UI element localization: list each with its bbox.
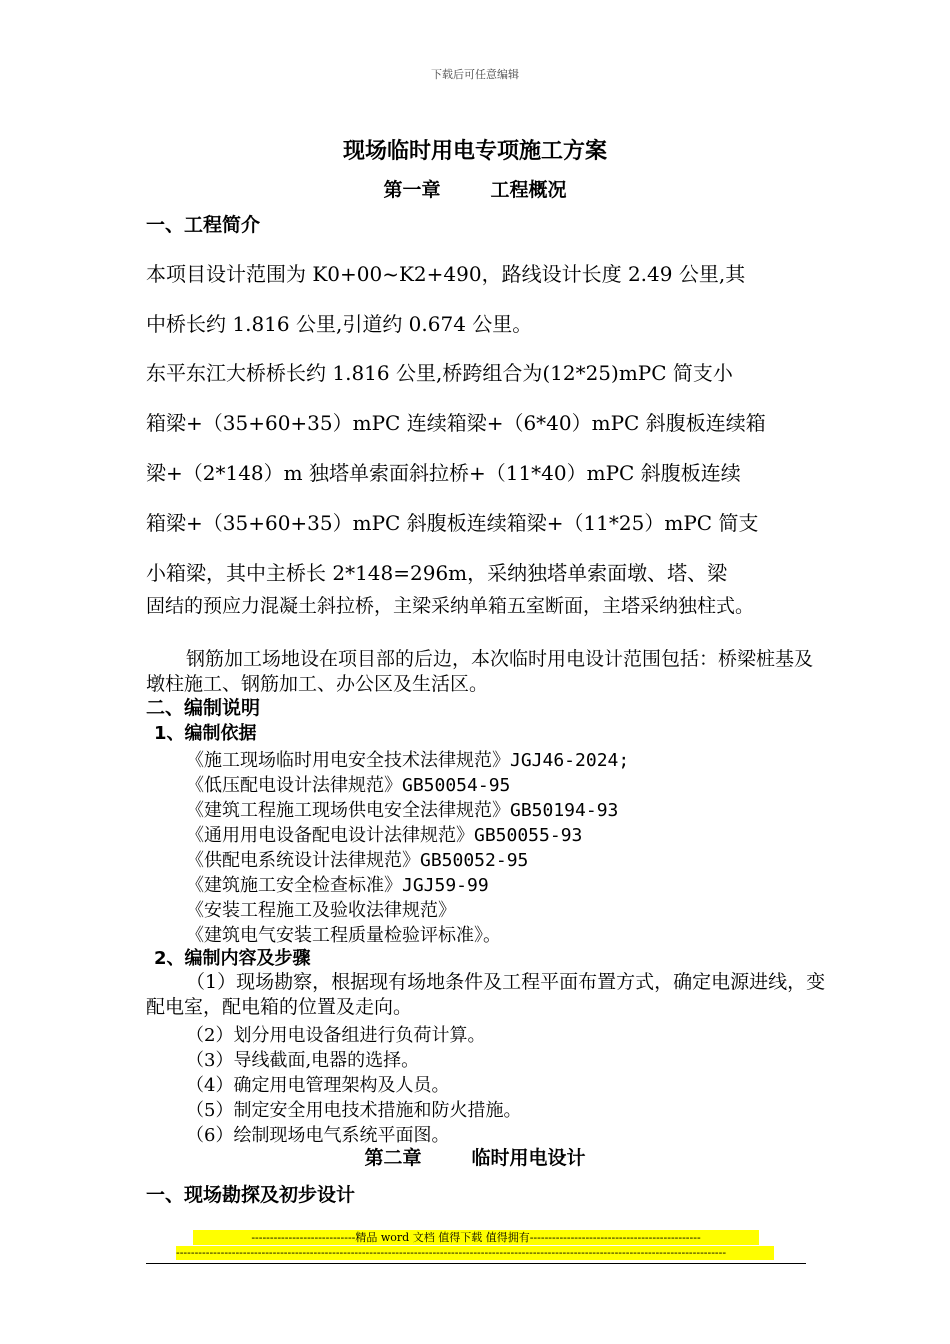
reference-item: 《供配电系统设计法律规范》GB50052-95 [186, 850, 529, 871]
intro-line: 东平东江大桥桥长约 1.816 公里,桥跨组合为(12*25)mPC 简支小 [146, 361, 733, 385]
reference-item: 《建筑电气安装工程质量检验评标准》。 [186, 925, 501, 946]
step-item: （1）现场勘察，根据现有场地条件及工程平面布置方式，确定电源进线，变配电室，配电箱的位置及走向。 [146, 971, 826, 1018]
intro-line: 梁+（2*148）m 独塔单索面斜拉桥+（11*40）mPC 斜腹板连续 [146, 461, 741, 485]
reference-item: 《建筑工程施工现场供电安全法律规范》GB50194-93 [186, 800, 619, 821]
footer-rule [146, 1263, 806, 1264]
document-title: 现场临时用电专项施工方案 [342, 139, 607, 164]
reference-item: 《通用用电设备配电设计法律规范》GB50055-93 [186, 825, 583, 846]
header-note: 下载后可任意编辑 [431, 68, 519, 81]
step-item: （5）制定安全用电技术措施和防火措施。 [186, 1100, 522, 1121]
section-compilation-heading: 二、编制说明 [146, 697, 261, 719]
step-item: （6）绘制现场电气系统平面图。 [186, 1125, 450, 1146]
intro-line: 箱梁+（35+60+35）mPC 斜腹板连续箱梁+（11*25）mPC 简支 [146, 511, 759, 535]
step-item: （4）确定用电管理架构及人员。 [186, 1075, 450, 1096]
reference-item: 《施工现场临时用电安全技术法律规范》JGJ46-2024; [186, 750, 630, 771]
chapter-1-number: 第一章 [383, 179, 441, 201]
steps-heading: 2、编制内容及步骤 [154, 948, 311, 969]
basis-heading: 1、编制依据 [154, 723, 257, 744]
step-item: （3）导线截面,电器的选择。 [186, 1050, 420, 1071]
section-project-intro-heading: 一、工程简介 [146, 214, 261, 236]
reference-item: 《建筑施工安全检查标准》JGJ59-99 [186, 875, 489, 896]
footer-dash-line: ---------------------------------------------------------------------------------------------------------------------------------------------------- [176, 1246, 774, 1260]
intro-line: 中桥长约 1.816 公里,引道约 0.674 公里。 [146, 312, 533, 336]
chapter-2-heading [0, 1143, 950, 1170]
structure-paragraph: 固结的预应力混凝土斜拉桥，主梁采纳单箱五室断面，主塔采纳独柱式。 [146, 595, 755, 617]
chapter-2-name: 临时用电设计 [471, 1147, 586, 1169]
chapter-2-number: 第二章 [364, 1147, 422, 1169]
chapter-1-name: 工程概况 [490, 179, 567, 201]
chapter-1-heading [0, 175, 950, 202]
intro-line: 箱梁+（35+60+35）mPC 连续箱梁+（6*40）mPC 斜腹板连续箱 [146, 411, 766, 435]
intro-line: 小箱梁，其中主桥长 2*148=296m，采纳独塔单索面墩、塔、梁 [146, 561, 728, 585]
step-item: （2）划分用电设备组进行负荷计算。 [186, 1025, 486, 1046]
reference-item: 《低压配电设计法律规范》GB50054-95 [186, 775, 511, 796]
scope-paragraph: 钢筋加工场地设在项目部的后边，本次临时用电设计范围包括：桥梁桩基及墩柱施工、钢筋加工、办公区及生活区。 [146, 648, 814, 695]
footer-banner: ----------------------------精品 word 文档 值得下载 值得拥有---------------------------------------------- [193, 1230, 759, 1245]
reference-item: 《安装工程施工及验收法律规范》 [186, 900, 456, 921]
section-survey-heading: 一、现场勘探及初步设计 [146, 1184, 356, 1206]
intro-line: 本项目设计范围为 K0+00~K2+490，路线设计长度 2.49 公里,其 [146, 262, 746, 286]
